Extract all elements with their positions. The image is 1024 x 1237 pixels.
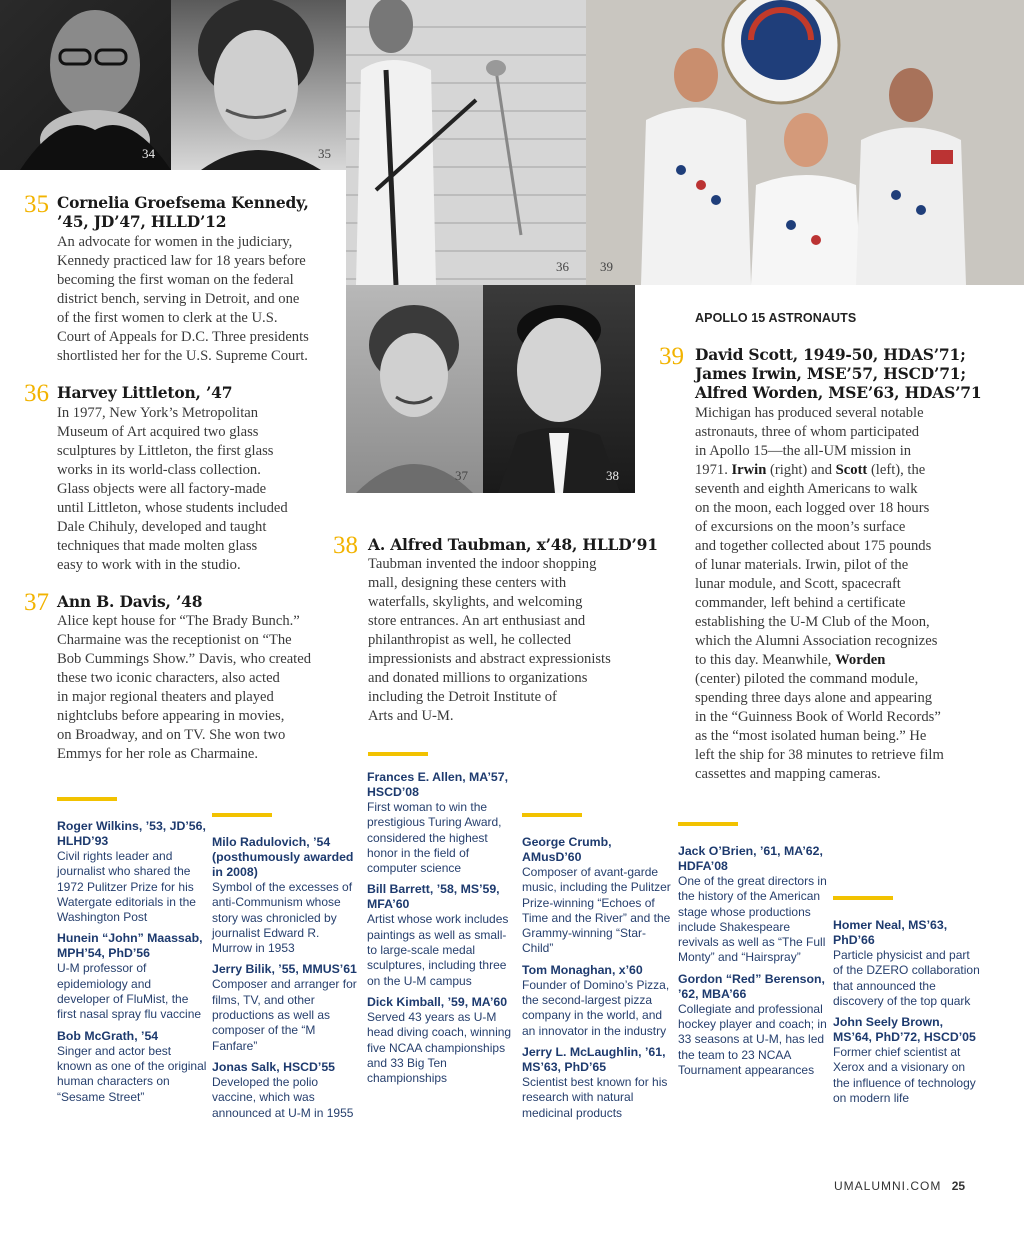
photo-number: 39	[600, 259, 613, 274]
alumni-column	[522, 813, 672, 1127]
entry-body: Michigan has produced several notable astronauts, three of whom participated in Apollo 15—the all-UM mission in 1971. Irwin (right) and Scott (left), the seventh and eighth Americans to walk on the moon, each logged over 18 hours of excursions on the moon’s surface and together collected about 175 pounds of lunar materials. Irwin, pilot of the lunar module, and Scott, spacecraft commander, left behind a certificate establishing the U-M Club of the Moon, which the Alumni Association recognizes to this day. Meanwhile, Worden (center) piloted the command module, spending three days alone and appearing in the “Guinness Book of World Records” as the “most isolated human being.” He left the ship for 38 minutes to retrieve film cassettes and mapping cameras.	[695, 405, 944, 782]
alumni-description: Scientist best known for his research with natural medicinal products	[522, 1074, 668, 1120]
alumni-description: One of the great directors in the history of the American stage whose productions include Shakespeare revivals as well as “The Full Monty” and “Hairspray”	[678, 874, 827, 965]
alumni-description: Composer of avant-garde music, including the Pulitzer Prize-winning “Echoes of Time and the River” and the Grammy-winning “Star-Child”	[522, 865, 671, 956]
entry-title: Harvey Littleton, ’47	[57, 383, 233, 402]
portrait-34-illustration	[0, 0, 171, 170]
entry-body: In 1977, New York’s Metropolitan Museum of Art acquired two glass sculptures by Littleton, the first glass works in its world-class collection. Glass objects were all factory-made until Littleton, whose students included Dale Chihuly, developed and taught techniques that made molten glass easy to work with in the studio.	[57, 405, 288, 573]
photo-38	[483, 285, 635, 493]
divider-rule	[678, 822, 738, 826]
alumni-column	[57, 797, 207, 1111]
portrait-37-illustration	[346, 285, 483, 493]
alumni-description: Served 43 years as U-M head diving coach, winning five NCAA championships and 33 Big Ten championships	[367, 1009, 512, 1086]
alumni-description: Artist whose work includes paintings as well as small- to large-scale medal sculptures, including three on the U-M campus	[367, 912, 509, 988]
alumni-name: Jerry L. McLaughlin, ’61, MS’63, PhD’65	[522, 1044, 666, 1074]
alumni-description: Developed the polio vaccine, which was announced at U-M in 1955	[212, 1074, 354, 1120]
alumni-name: Hunein “John” Maassab, MPH’54, PhD’56	[57, 931, 203, 961]
alumni-name: Roger Wilkins, ’53, JD’56, HLHD’93	[57, 819, 206, 848]
photo-number: 38	[606, 468, 619, 483]
alumni-name: Tom Monaghan, x’60	[522, 962, 643, 977]
alumni-name: Gordon “Red” Berenson, ’62, MBA’66	[678, 971, 825, 1001]
divider-rule	[57, 797, 117, 801]
photo-number: 34	[142, 146, 155, 161]
entry-number: 37	[24, 589, 49, 616]
alumni-description: U-M professor of epidemiology and developer of FluMist, the first nasal spray flu vaccine	[57, 961, 202, 1022]
alumni-name: Bob McGrath, ’54	[57, 1028, 159, 1043]
alumni-column	[678, 822, 828, 1084]
portrait-36-illustration	[346, 0, 586, 285]
alumni-description: Particle physicist and part of the DZERO collaboration that announced the discovery of the top quark	[833, 948, 980, 1008]
alumni-name: Jonas Salk, HSCD’55	[212, 1059, 336, 1074]
entry-title: A. Alfred Taubman, x’48, HLLD’91	[368, 535, 658, 554]
alumni-name: John Seely Brown, MS’64, PhD’72, HSCD’05	[833, 1015, 976, 1045]
alumni-column	[212, 813, 362, 1127]
alumni-name: Dick Kimball, ’59, MA’60	[367, 994, 508, 1009]
alumni-description: First woman to win the prestigious Turing Award, considered the highest honor in the field of computer science	[367, 800, 502, 876]
photo-37	[346, 285, 483, 493]
entry-title: David Scott, 1949-50, HDAS’71; James Irwin, MSE’57, HSCD’71; Alfred Worden, MSE’63, HDAS’71	[695, 345, 982, 402]
photo-number: 35	[318, 146, 331, 161]
entry-title: Cornelia Groefsema Kennedy, ’45, JD’47, HLLD’12	[57, 193, 309, 231]
photo-35	[171, 0, 346, 170]
portrait-35-illustration	[171, 0, 346, 170]
portrait-38-illustration	[483, 285, 635, 493]
photo-39	[586, 0, 1024, 285]
alumni-name: Jack O’Brien, ’61, MA’62, HDFA’08	[678, 844, 823, 873]
alumni-description: Founder of Domino’s Pizza, the second-largest pizza company in the world, and an innovator in the industry	[522, 977, 670, 1038]
alumni-name: Bill Barrett, ’58, MS’59, MFA’60	[367, 882, 500, 912]
entry-body: Alice kept house for “The Brady Bunch.” Charmaine was the receptionist on “The Bob Cummings Show.” Davis, who created these two iconic characters, also acted in major regional theaters and played nightclubs before appearing in movies, on Broadway, and on TV. She won two Emmys for her role as Charmaine.	[57, 613, 312, 762]
alumni-name: Jerry Bilik, ’55, MMUS’61	[212, 962, 357, 977]
entry-number: 35	[24, 191, 49, 218]
entry-number: 36	[24, 380, 49, 407]
entry-body: An advocate for women in the judiciary, Kennedy practiced law for 18 years before becoming the first woman on the federal district bench, serving in Detroit, and one of the first women to clerk at the U.S. Court of Appeals for D.C. Three presidents shortlisted her for the U.S. Supreme Court.	[57, 234, 309, 364]
alumni-name: Homer Neal, MS’63, PhD’66	[833, 918, 948, 947]
alumni-column	[367, 752, 517, 1092]
photo-34	[0, 0, 171, 170]
entry-number: 38	[333, 532, 358, 559]
entry-body: Taubman invented the indoor shopping mall, designing these centers with waterfalls, skylights, and welcoming store entrances. An art enthusiast and philanthropist as well, he collected impressionists and abstract expressionists and donated millions to organizations including the Detroit Institute of Arts and U-M.	[368, 556, 611, 724]
entry-number: 39	[659, 343, 684, 370]
photo-number: 37	[455, 468, 468, 483]
page-footer	[834, 1179, 965, 1193]
alumni-description: Former chief scientist at Xerox and a visionary on the influence of technology on modern life	[833, 1045, 976, 1106]
astronauts-illustration	[586, 0, 1024, 285]
divider-rule	[522, 813, 582, 817]
alumni-description: Singer and actor best known as one of the original human characters on “Sesame Street”	[57, 1043, 207, 1104]
alumni-description: Composer and arranger for films, TV, and other productions as well as composer of the “M Fanfare”	[212, 977, 357, 1053]
divider-rule	[212, 813, 272, 817]
alumni-description: Civil rights leader and journalist who shared the 1972 Pulitzer Prize for his Watergate editorials in the Washington Post	[57, 849, 196, 925]
photo-36	[346, 0, 586, 285]
alumni-description: Collegiate and professional hockey player and coach; in 33 seasons at U-M, has led the team to 23 NCAA Tournament appearances	[678, 1001, 827, 1077]
page-number: 25	[951, 1179, 966, 1193]
alumni-name: Milo Radulovich, ’54 (posthumously awarded in 2008)	[212, 835, 354, 879]
divider-rule	[833, 896, 893, 900]
photo-caption: APOLLO 15 ASTRONAUTS	[695, 311, 857, 325]
alumni-description: Symbol of the excesses of anti-Communism whose story was chronicled by journalist Edward R. Murrow in 1953	[212, 880, 353, 956]
alumni-name: George Crumb, AMusD’60	[522, 835, 612, 864]
photo-number: 36	[556, 259, 569, 274]
alumni-column	[833, 896, 983, 1112]
footer-site: UMALUMNI.COM	[834, 1179, 942, 1193]
alumni-name: Frances E. Allen, MA’57, HSCD’08	[367, 770, 509, 799]
entry-title: Ann B. Davis, ’48	[57, 592, 203, 611]
